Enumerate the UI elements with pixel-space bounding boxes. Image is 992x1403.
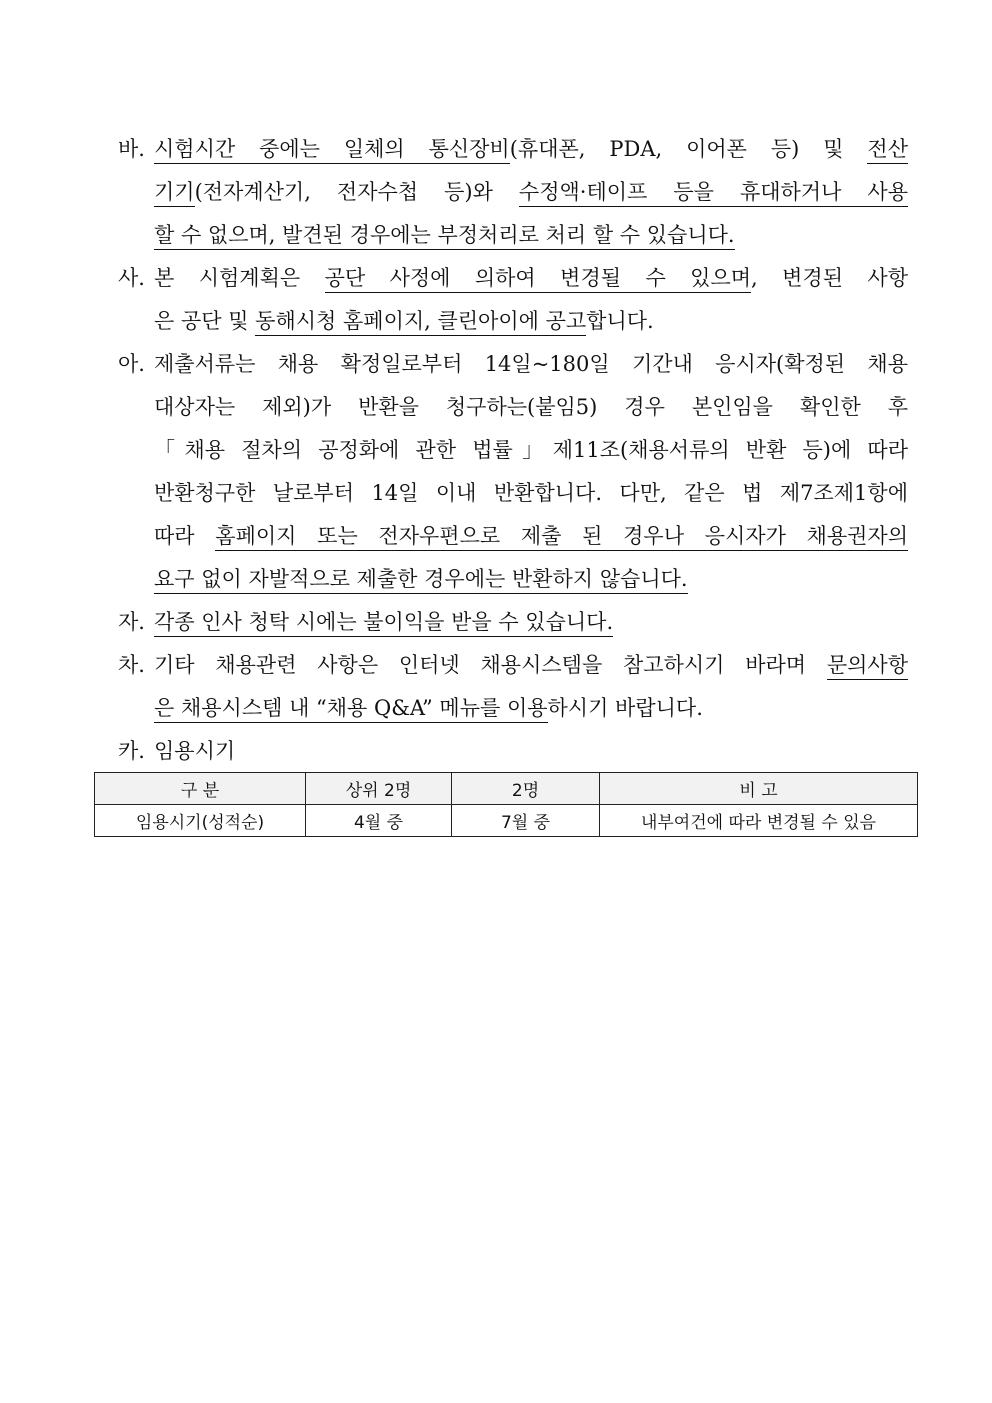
item-cha: 차. 기타 채용관련 사항은 인터넷 채용시스템을 참고하시기 바라며 문의사항 은 채용시스템 내 “채용 Q&A” 메뉴를 이용하시기 바랍니다. bbox=[118, 644, 908, 730]
item-a: 아. 제출서류는 채용 확정일로부터 14일~180일 기간내 응시자(확정된 채용 대상자는 제외)가 반환을 청구하는(붙임5) 경우 본인임을 확인한 후 「채용 절차의 공정화에 관한 법률」제11조(채용서류의 반환 등)에 따라 반환청구한 날로부터 14일 이내 반환합니다. 다만, 같은 법 제7조제1항에 따라 홈페이지 또는 전자우편으로 제출 된 경우나 응시자가 채용권자의 요구 없이 자발적으로 제출한 경우에는 반환하지 않습니다. bbox=[118, 343, 908, 601]
item-ka: 카. 임용시기 bbox=[118, 730, 908, 773]
header-top2: 상위 2명 bbox=[306, 773, 452, 805]
cell-2: 7월 중 bbox=[452, 805, 600, 837]
item-sa: 사. 본 시험계획은 공단 사정에 의하여 변경될 수 있으며, 변경된 사항 은 공단 및 동해시청 홈페이지, 클린아이에 공고합니다. bbox=[118, 257, 908, 343]
header-2: 2명 bbox=[452, 773, 600, 805]
header-remarks: 비 고 bbox=[600, 773, 918, 805]
table-row bbox=[95, 805, 918, 837]
item-marker: 차. bbox=[118, 653, 145, 677]
item-marker: 자. bbox=[118, 610, 145, 634]
item-marker: 사. bbox=[118, 266, 145, 290]
appointment-schedule-table bbox=[94, 772, 918, 837]
item-marker: 카. bbox=[118, 739, 145, 763]
table-header-row bbox=[95, 773, 918, 805]
cell-top2: 4월 중 bbox=[306, 805, 452, 837]
item-ja: 자. 각종 인사 청탁 시에는 불이익을 받을 수 있습니다. bbox=[118, 601, 908, 644]
header-category: 구 분 bbox=[95, 773, 306, 805]
item-marker: 바. bbox=[118, 137, 145, 161]
item-ba: 바. 시험시간 중에는 일체의 통신장비(휴대폰, PDA, 이어폰 등) 및 전산 기기(전자계산기, 전자수첩 등)와 수정액·테이프 등을 휴대하거나 사용 할 수 없으며, 발견된 경우에는 부정처리로 처리 할 수 있습니다. bbox=[118, 128, 908, 257]
cell-category: 임용시기(성적순) bbox=[95, 805, 306, 837]
cell-remarks: 내부여건에 따라 변경될 수 있음 bbox=[600, 805, 918, 837]
item-marker: 아. bbox=[118, 352, 145, 376]
